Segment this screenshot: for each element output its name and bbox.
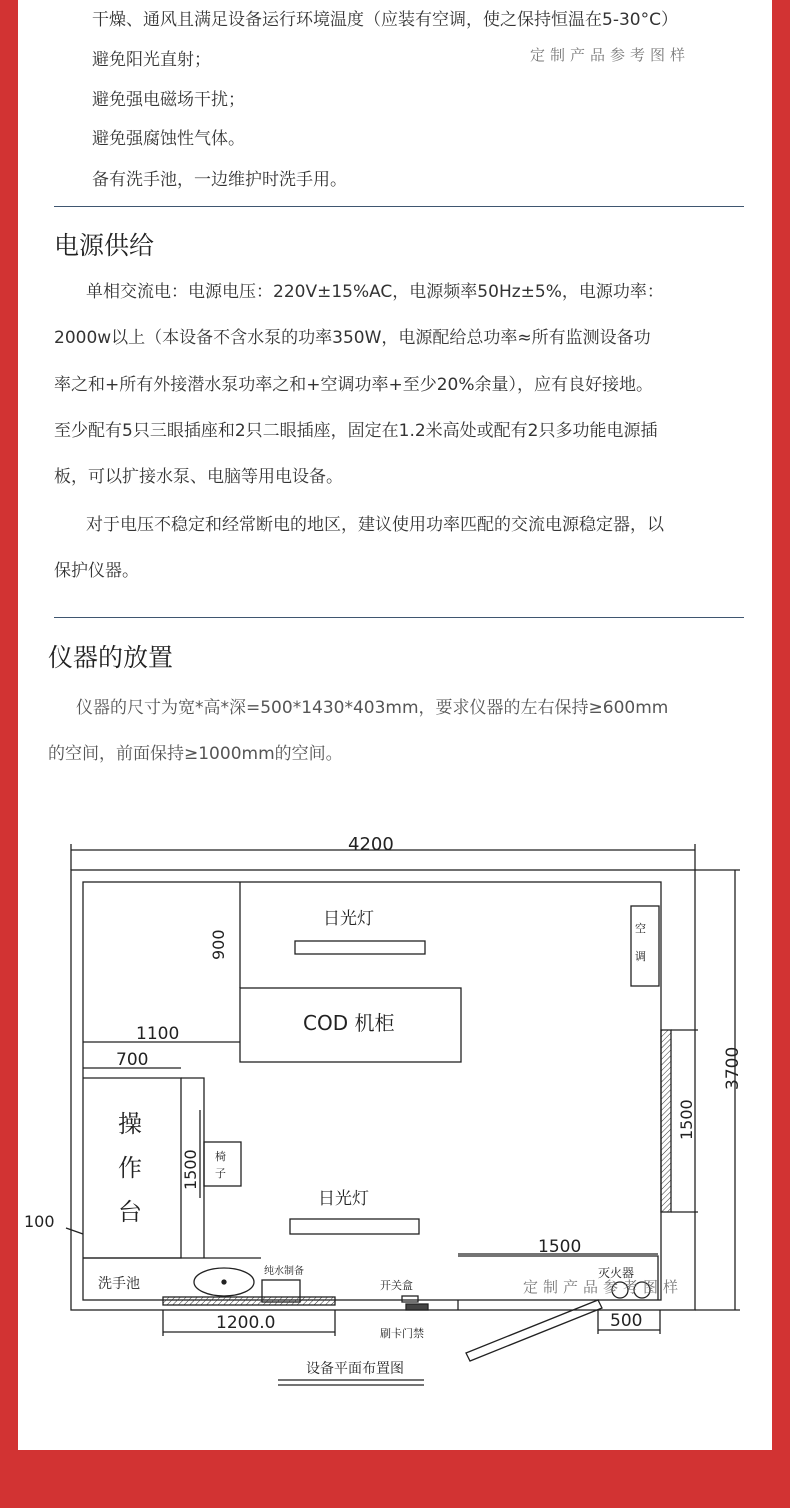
console-label-2: 作 (118, 1154, 142, 1182)
env-line-4: 避免强腐蚀性气体。 (92, 129, 245, 149)
cabinet-label: COD 机柜 (303, 1011, 395, 1035)
door-label: 刷卡门禁 (380, 1327, 424, 1340)
section-divider-2 (54, 617, 744, 618)
power-line-1: 单相交流电：电源电压：220V±15%AC，电源频率50Hz±5%，电源功率： (86, 282, 664, 302)
env-line-3: 避免强电磁场干扰； (92, 90, 245, 110)
power-line-7: 保护仪器。 (54, 561, 139, 581)
placement-line-2: 的空间，前面保持≥1000mm的空间。 (48, 744, 343, 764)
ac-unit (631, 906, 659, 986)
power-title: 电源供给 (54, 231, 155, 260)
light-top-fixture (295, 941, 425, 954)
dim-width-label: 4200 (348, 834, 394, 855)
watermark-top: 定制产品参考图样 (530, 46, 691, 64)
water-label: 纯水制备 (264, 1266, 304, 1277)
watermark-plan: 定制产品参考图样 (523, 1278, 684, 1296)
extinguisher-label: 灭火器 (598, 1266, 635, 1280)
dim-500-label: 500 (610, 1311, 643, 1331)
power-line-5: 板，可以扩接水泵、电脑等用电设备。 (54, 467, 343, 487)
console-label-1: 操 (118, 1110, 142, 1138)
dim-700-label: 700 (116, 1050, 149, 1070)
sink-label: 洗手池 (98, 1276, 140, 1292)
placement-line-1: 仪器的尺寸为宽*高*深=500*1430*403mm，要求仪器的左右保持≥600mm (76, 698, 669, 718)
power-line-2: 2000w以上（本设备不含水泵的功率350W，电源配给总功率≈所有监测设备功 (54, 328, 651, 348)
power-line-6: 对于电压不稳定和经常断电的地区，建议使用功率匹配的交流电源稳定器，以 (86, 515, 664, 535)
env-line-1: 干燥、通风且满足设备运行环境温度（应装有空调，使之保持恒温在5-30°C） (92, 10, 678, 30)
ac-label-1: 空 (635, 922, 646, 935)
light-top-label: 日光灯 (323, 909, 374, 929)
window-right (661, 1030, 671, 1212)
door-leaf (466, 1300, 602, 1361)
switch-box-label: 开关盒 (380, 1279, 413, 1292)
env-line-5: 备有洗手池，一边维护时洗手用。 (92, 170, 347, 190)
dim-100-label: 100 (24, 1212, 55, 1231)
dim-1500-left-label: 1500 (181, 1149, 200, 1190)
dim-1500-right-label: 1500 (677, 1099, 696, 1140)
power-line-4: 至少配有5只三眼插座和2只二眼插座，固定在1.2米高处或配有2只多功能电源插 (54, 421, 658, 441)
placement-title: 仪器的放置 (48, 643, 174, 672)
outer-wall (71, 870, 695, 1310)
env-line-2: 避免阳光直射； (92, 50, 211, 70)
dim-1200-label: 1200.0 (216, 1313, 276, 1333)
chair-label-1: 椅 (215, 1150, 226, 1163)
light-mid-fixture (290, 1219, 419, 1234)
plan-caption: 设备平面布置图 (306, 1361, 404, 1377)
console-label-3: 台 (118, 1198, 142, 1226)
power-line-3: 率之和+所有外接潜水泵功率之和+空调功率+至少20%余量），应有良好接地。 (54, 375, 654, 395)
section-divider-1 (54, 206, 744, 207)
dim-1500-bottom-label: 1500 (538, 1237, 582, 1257)
dim-900-label: 900 (209, 929, 228, 960)
chair-label-2: 子 (215, 1167, 226, 1180)
dim-1100-label: 1100 (136, 1024, 180, 1044)
dim-height-label: 3700 (723, 1046, 743, 1090)
light-mid-label: 日光灯 (318, 1189, 369, 1209)
floor-plan (18, 820, 772, 1420)
ac-label-2: 调 (635, 950, 646, 963)
